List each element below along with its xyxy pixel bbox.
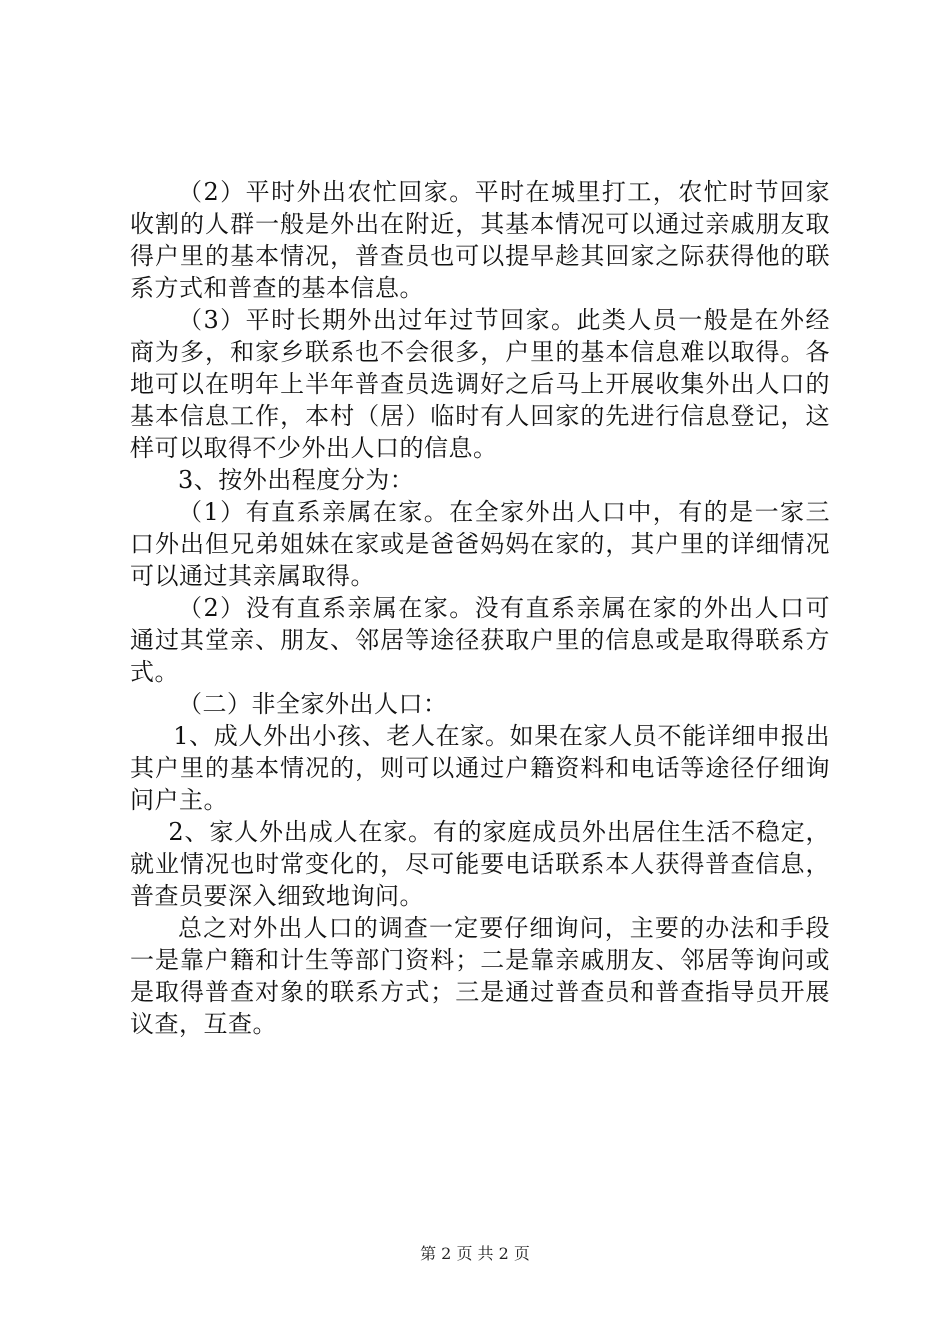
paragraph-temporary-return: （2）平时外出农忙回家。平时在城里打工，农忙时节回家收割的人群一般是外出在附近，其基本情况可以通过亲戚朋友取得户里的基本情况，普查员也可以提早趁其回家之际获得他的联系方式和普查的基本信息。 — [130, 178, 830, 302]
paragraph-relatives-home: （1）有直系亲属在家。在全家外出人口中，有的是一家三口外出但兄弟姐妹在家或是爸爸妈妈在家的，其户里的详细情况可以通过其亲属取得。 — [130, 498, 830, 590]
page-footer: 第 2 页 共 2 页 — [420, 1244, 530, 1263]
paragraph-holiday-return: （3）平时长期外出过年过节回家。此类人员一般是在外经商为多，和家乡联系也不会很多，户里的基本信息难以取得。各地可以在明年上半年普查员选调好之后马上开展收集外出人口的基本信息工作，本村（居）临时有人回家的先进行信息登记，这样可以取得不少外出人口的信息。 — [130, 306, 830, 462]
paragraph-no-relatives-home: （2）没有直系亲属在家。没有直系亲属在家的外出人口可通过其堂亲、朋友、邻居等途径获取户里的信息或是取得联系方式。 — [130, 594, 830, 686]
paragraph-section-heading-3: 3、按外出程度分为： — [178, 466, 415, 494]
paragraph-adults-out: 1、成人外出小孩、老人在家。如果在家人员不能详细申报出其户里的基本情况的，则可以通过户籍资料和电话等途径仔细询问户主。 — [130, 722, 830, 814]
paragraph-section-heading-2: （二）非全家外出人口： — [178, 690, 448, 718]
paragraph-summary: 总之对外出人口的调查一定要仔细询问，主要的办法和手段一是靠户籍和计生等部门资料；二是靠亲戚朋友、邻居等询问或是取得普查对象的联系方式；三是通过普查员和普查指导员开展议查，互查。 — [130, 914, 830, 1038]
paragraph-family-out: 2、家人外出成人在家。有的家庭成员外出居住生活不稳定，就业情况也时常变化的，尽可能要电话联系本人获得普查信息，普查员要深入细致地询问。 — [130, 818, 830, 910]
document-body — [130, 176, 830, 1040]
